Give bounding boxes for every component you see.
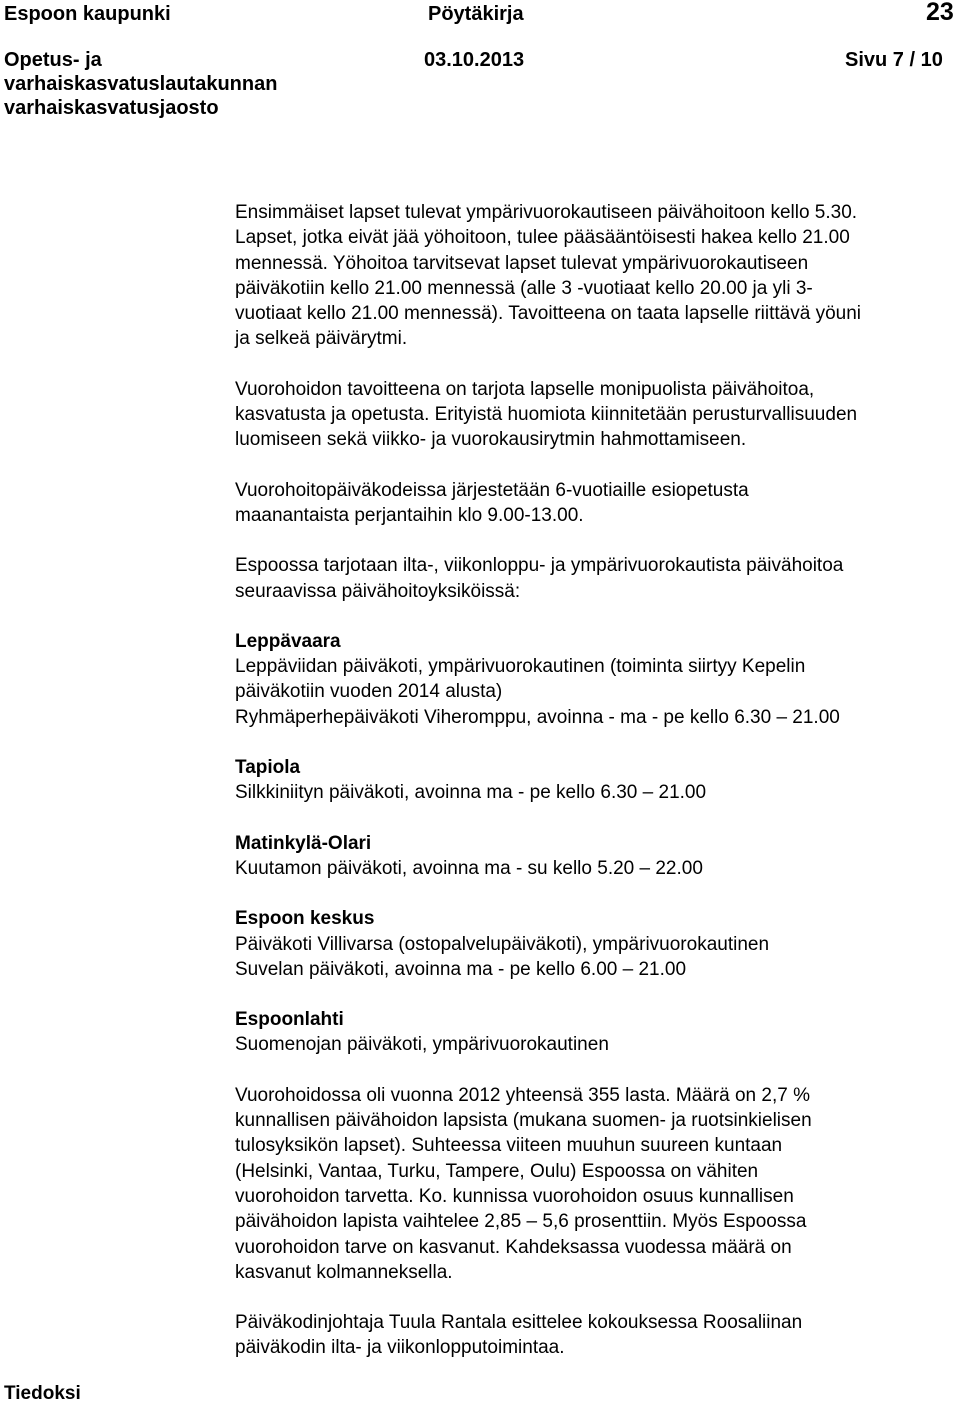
paragraph [235,1310,957,1361]
text-line: seuraavissa päivähoitoyksiköissä: [235,580,521,602]
text-line: tulosyksikön lapset). Suhteessa viiteen muuhun suureen kuntaan [235,1135,783,1157]
text-line: (Helsinki, Vantaa, Turku, Tampere, Oulu) Espoossa on vähiten [235,1160,759,1182]
text-line: kasvatusta ja opetusta. Erityistä huomiota kiinnitetään perusturvallisuuden [235,404,858,426]
location-section [235,629,957,730]
text-line: kasvanut kolmanneksella. [235,1261,453,1283]
text-line: päivähoidon lapista vaihtelee 2,85 – 5,6 prosenttiin. Myös Espoossa [235,1211,807,1233]
section-heading: Espoon keskus [235,908,375,930]
paragraph [235,200,957,352]
text-line: Ensimmäiset lapset tulevat ympärivuorokautiseen päivähoitoon kello 5.30. [235,202,858,223]
text-line: maanantaista perjantaihin klo 9.00-13.00. [235,504,584,526]
document-body [235,200,957,1386]
paragraph [235,478,957,529]
text-line: ja selkeä päivärytmi. [235,328,408,350]
text-line: päiväkodin ilta- ja viikonlopputoimintaa. [235,1337,565,1359]
text-line: Suvelan päiväkoti, avoinna ma - pe kello 6.00 – 21.00 [235,958,687,980]
committee-line: Opetus- ja [4,49,102,71]
paragraph [235,377,957,453]
text-line: vuorohoidon tarve on kasvanut. Kahdeksassa vuodessa määrä on [235,1236,792,1258]
page-number: 23 [926,0,954,26]
location-section [235,906,957,982]
text-line: Vuorohoidossa oli vuonna 2012 yhteensä 355 lasta. Määrä on 2,7 % [235,1084,810,1106]
text-line: luomiseen sekä viikko- ja vuorokausirytmin hahmottamiseen. [235,429,747,451]
committee-name [4,48,277,120]
text-line: vuorohoidon tarvetta. Ko. kunnissa vuorohoidon osuus kunnallisen [235,1185,794,1207]
section-heading: Leppävaara [235,630,341,652]
meeting-date: 03.10.2013 [424,49,525,71]
text-line: Leppäviidan päiväkoti, ympärivuorokautinen (toiminta siirtyy Kepelin [235,656,806,678]
text-line: Silkkiniityn päiväkoti, avoinna ma - pe kello 6.30 – 21.00 [235,782,707,804]
committee-line: varhaiskasvatuslautakunnan [4,73,278,95]
text-line: mennessä. Yöhoitoa tarvitsevat lapset tulevat ympärivuorokautiseen [235,252,809,274]
text-line: Päiväkoti Villivarsa (ostopalvelupäiväkoti), ympärivuorokautinen [235,933,770,955]
text-line: Kuutamon päiväkoti, avoinna ma - su kello 5.20 – 22.00 [235,857,703,879]
text-line: Päiväkodinjohtaja Tuula Rantala esittelee kokouksessa Roosaliinan [235,1312,803,1334]
section-heading: Espoonlahti [235,1009,344,1031]
location-section [235,1007,957,1058]
paragraph [235,553,957,604]
location-section [235,755,957,806]
paragraph [235,1083,957,1285]
text-line: Suomenojan päiväkoti, ympärivuorokautinen [235,1034,609,1056]
text-line: Vuorohoidon tavoitteena on tarjota lapselle monipuolista päivähoitoa, [235,378,815,400]
side-label: Tiedoksi [4,1383,81,1404]
text-line: Espoossa tarjotaan ilta-, viikonloppu- ja ympärivuorokautista päivähoitoa [235,555,844,577]
text-line: Ryhmäperhepäiväkoti Viheromppu, avoinna - ma - pe kello 6.30 – 21.00 [235,706,840,728]
text-line: Vuorohoitopäiväkodeissa järjestetään 6-vuotiaille esiopetusta [235,479,749,501]
committee-line: varhaiskasvatusjaosto [4,97,219,119]
page-info: Sivu 7 / 10 [845,49,943,71]
text-line: kunnallisen päivähoidon lapsista (mukana suomen- ja ruotsinkielisen [235,1110,812,1132]
section-heading: Matinkylä-Olari [235,832,372,854]
location-section [235,831,957,882]
text-line: Lapset, jotka eivät jää yöhoitoon, tulee pääsääntöisesti hakea kello 21.00 [235,227,850,249]
document-type: Pöytäkirja [428,3,524,25]
city-name: Espoon kaupunki [4,3,171,25]
text-line: päiväkotiin vuoden 2014 alusta) [235,681,503,703]
text-line: päiväkotiin kello 21.00 mennessä (alle 3 -vuotiaat kello 20.00 ja yli 3- [235,277,813,299]
text-line: vuotiaat kello 21.00 mennessä). Tavoitteena on taata lapselle riittävä yöuni [235,303,861,325]
section-heading: Tapiola [235,757,301,779]
